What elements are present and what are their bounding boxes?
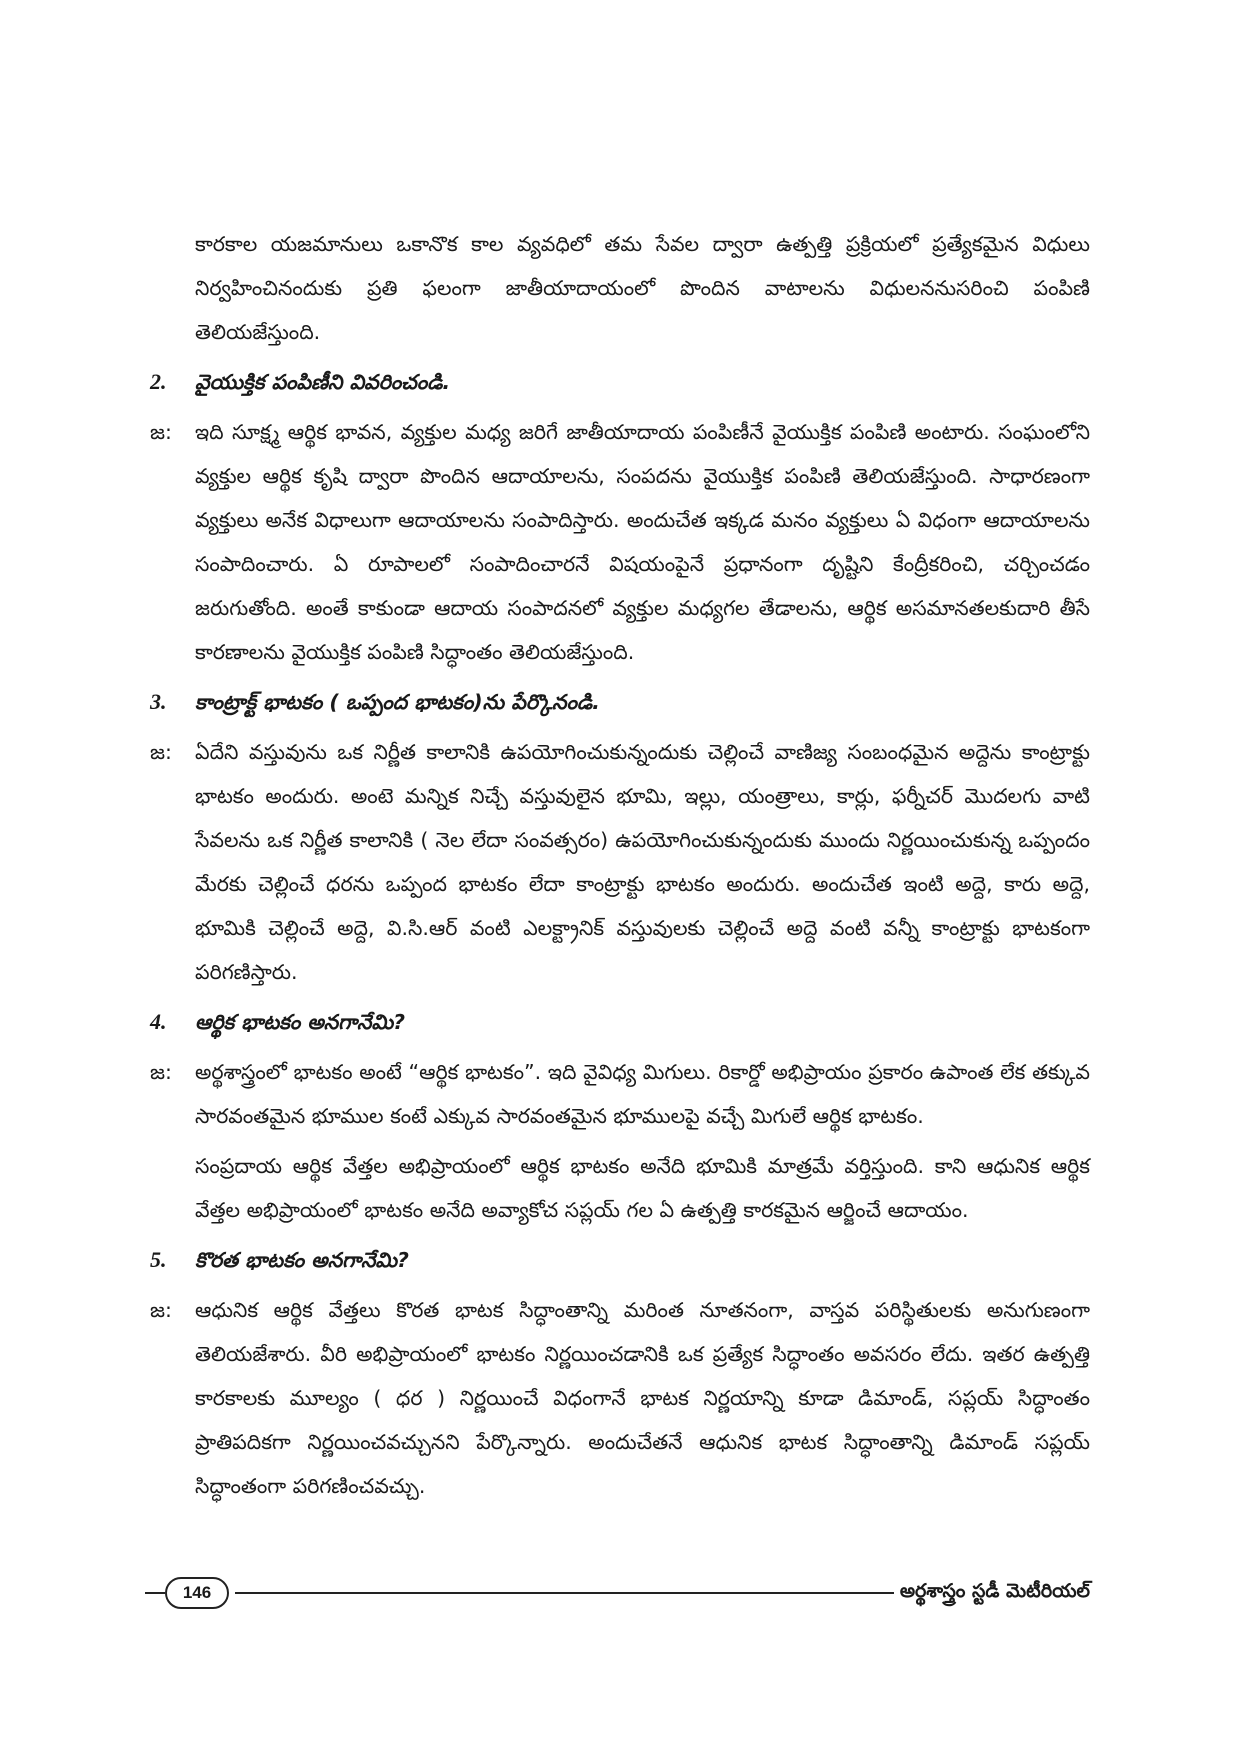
answer-paragraph: ఏదేని వస్తువును ఒక నిర్ణీత కాలానికి ఉపయోగించుకున్నందుకు చెల్లించే వాణిజ్య సంబంధమైన అద్దెను కాంట్రాక్టు భాటకం అందురు. అంటె మన్నిక నిచ్చే వస్తువులైన భూమి, ఇల్లు, యంత్రాలు, కార్లు, ఫర్నీచర్ మొదలగు వాటి సేవలను ఒక నిర్ణీత కాలానికి ( నెల లేదా సంవత్సరం) ఉపయోగించుకున్నందుకు ముందు నిర్ణయించుకున్న ఒప్పందం మేరకు చెల్లించే ధరను ఒప్పంద భాటకం లేదా కాంట్రాక్టు భాటకం అందురు. అందుచేత ఇంటి అద్దె, కారు అద్దె, భూమికి చెల్లించే అద్దె, వి.సి.ఆర్ వంటి ఎలక్ట్రానిక్ వస్తువులకు చెల్లించే అద్దె వంటి వన్నీ కాంట్రాక్టు భాటకంగా పరిగణిస్తారు. [195,740,1090,984]
question-number: 4. [150,1009,167,1034]
answer-label: జ: [150,420,172,444]
footer-rule-left [145,1592,165,1594]
question-2 [150,360,1090,404]
answer-paragraph: సంప్రదాయ ఆర్థిక వేత్తల అభిప్రాయంలో ఆర్థిక భాటకం అనేది భూమికి మాత్రమే వర్తిస్తుంది. కాని ఆధునిక ఆర్థిక వేత్తల అభిప్రాయంలో భాటకం అనేది అవ్యాకోచ సప్లయ్ గల ఏ ఉత్పత్తి కారకమైన ఆర్జించే ఆదాయం. [195,1154,1090,1222]
question-3 [150,680,1090,724]
answer-3 [150,730,1090,994]
answer-5 [150,1288,1090,1508]
question-title: కొరత భాటకం అనగానేమి? [195,1248,409,1272]
question-number: 3. [150,689,167,714]
answer-4 [150,1050,1090,1232]
question-title: ఆర్థిక భాటకం అనగానేమి? [195,1010,406,1034]
footer-rule [235,1592,894,1594]
question-title: కాంట్రాక్ట్ భాటకం ( ఒప్పంద భాటకం)ను పేర్కొనండి. [195,690,600,714]
answer-label: జ: [150,1298,172,1322]
question-4 [150,1000,1090,1044]
answer-paragraph: ఆధునిక ఆర్థిక వేత్తలు కొరత భాటక సిద్ధాంతాన్ని మరింత నూతనంగా, వాస్తవ పరిస్థితులకు అనుగుణంగా తెలియజేశారు. వీరి అభిప్రాయంలో భాటకం నిర్ణయించడానికి ఒక ప్రత్యేక సిద్ధాంతం అవసరం లేదు. ఇతర ఉత్పత్తి కారకాలకు మూల్యం ( ధర ) నిర్ణయించే విధంగానే భాటక నిర్ణయాన్ని కూడా డిమాండ్, సప్లయ్ సిద్ధాంతం ప్రాతిపదికగా నిర్ణయించవచ్చునని పేర్కొన్నారు. అందుచేతనే ఆధునిక భాటక సిద్ధాంతాన్ని డిమాండ్ సప్లయ్ సిద్ధాంతంగా పరిగణించవచ్చు. [195,1298,1090,1498]
question-number: 5. [150,1247,167,1272]
intro-paragraph: కారకాల యజమానులు ఒకానొక కాల వ్యవధిలో తమ సేవల ద్వారా ఉత్పత్తి ప్రక్రియలో ప్రత్యేకమైన విధులు నిర్వహించినందుకు ప్రతి ఫలంగా జాతీయాదాయంలో పొందిన వాటాలను విధులననుసరించి పంపిణి తెలియజేస్తుంది. [195,232,1090,344]
question-number: 2. [150,369,167,394]
question-5 [150,1238,1090,1282]
answer-paragraph: ఇది సూక్ష్మ ఆర్థిక భావన, వ్యక్తుల మధ్య జరిగే జాతీయాదాయ పంపిణీనే వైయుక్తిక పంపిణి అంటారు. సంఘంలోని వ్యక్తుల ఆర్థిక కృషి ద్వారా పొందిన ఆదాయాలను, సంపదను వైయుక్తిక పంపిణి తెలియజేస్తుంది. సాధారణంగా వ్యక్తులు అనేక విధాలుగా ఆదాయాలను సంపాదిస్తారు. అందుచేత ఇక్కడ మనం వ్యక్తులు ఏ విధంగా ఆదాయాలను సంపాదించారు. ఏ రూపాలలో సంపాదించారనే విషయంపైనే ప్రధానంగా దృష్టిని కేంద్రీకరించి, చర్చించడం జరుగుతోంది. అంతే కాకుండా ఆదాయ సంపాదనలో వ్యక్తుల మధ్యగల తేడాలను, ఆర్థిక అసమానతలకుదారి తీసే కారణాలను వైయుక్తిక పంపిణి సిద్ధాంతం తెలియజేస్తుంది. [195,420,1090,664]
answer-2 [150,410,1090,674]
page-content [150,222,1090,1508]
answer-label: జ: [150,740,172,764]
book-title: అర్థశాస్త్రం స్టడీ మెటీరియల్ [899,1579,1090,1602]
page-footer [145,1573,1090,1613]
answer-paragraph: అర్థశాస్త్రంలో భాటకం అంటే “ఆర్థిక భాటకం”. ఇది వైవిధ్య మిగులు. రికార్డో అభిప్రాయం ప్రకారం ఉపాంత లేక తక్కువ సారవంతమైన భూముల కంటే ఎక్కువ సారవంతమైన భూములపై వచ్చే మిగులే ఆర్థిక భాటకం. [195,1060,1090,1128]
question-title: వైయుక్తిక పంపిణీని వివరించండి. [195,370,451,394]
page-number: 146 [165,1577,229,1609]
answer-label: జ: [150,1060,172,1084]
